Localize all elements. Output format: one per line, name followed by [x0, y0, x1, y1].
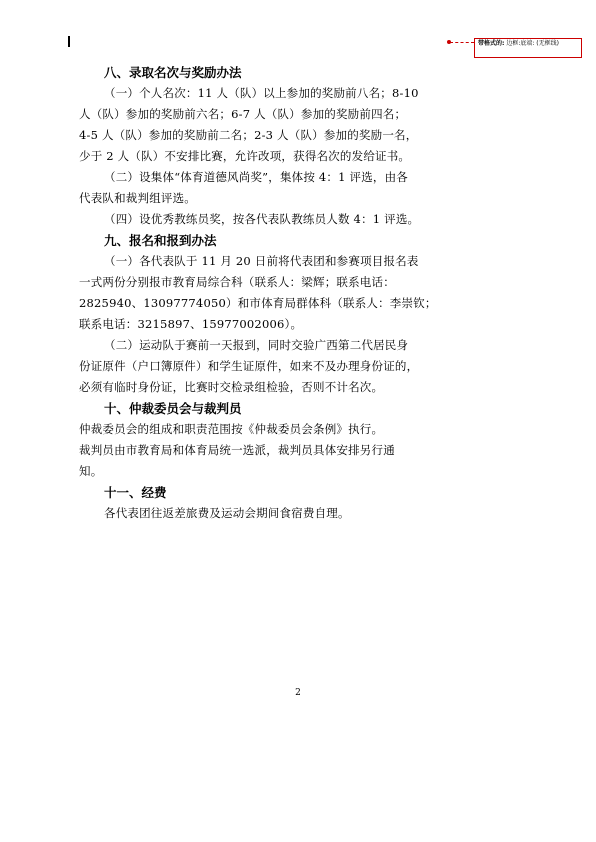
text-line: （一）个人名次：11 人（队）以上参加的奖励前八名；8-10: [104, 86, 419, 100]
text-line: （二）设集体“体育道德风尚奖”，集体按 4：1 评选，由各: [104, 170, 408, 184]
comment-connector: [450, 42, 474, 43]
heading-section-11: 十一、经费: [104, 485, 167, 500]
text-line: 仲裁委员会的组成和职责范围按《仲裁委员会条例》执行。: [79, 422, 384, 436]
document-body: [79, 62, 454, 524]
comment-text: 边框:底端: (无框线): [506, 40, 559, 47]
paragraph-arbitration: [79, 419, 454, 482]
text-line: 各代表团往返差旅费及运动会期间食宿费自理。: [104, 506, 350, 520]
paragraph-sportsmanship-award: [79, 167, 454, 209]
text-line: 知。: [79, 464, 103, 478]
paragraph-expenses: [79, 503, 454, 524]
paragraph-registration: [79, 251, 454, 335]
text-line: 2825940、13097774050）和市体育局群体科（联系人：李崇钦；: [79, 296, 437, 310]
heading-section-9: 九、报名和报到办法: [104, 233, 217, 248]
text-line: 联系电话：3215897、15977002006）。: [79, 317, 303, 331]
text-line: 必须有临时身份证，比赛时交检录组检验，否则不计名次。: [79, 380, 384, 394]
text-line: 份证原件（户口簿原件）和学生证原件，如来不及办理身份证的，: [79, 359, 419, 373]
text-line: 一式两份分别报市教育局综合科（联系人：梁辉；联系电话：: [79, 275, 395, 289]
text-line: （一）各代表队于 11 月 20 日前将代表团和参赛项目报名表: [104, 254, 419, 268]
comment-label: 带格式的:: [478, 40, 505, 47]
format-comment-balloon[interactable]: [474, 38, 582, 58]
text-line: （二）运动队于赛前一天报到，同时交验广西第二代居民身: [104, 338, 409, 352]
text-cursor: [68, 36, 70, 47]
heading-section-10: 十、仲裁委员会与裁判员: [104, 401, 242, 416]
paragraph-check-in: [79, 335, 454, 398]
page-number: 2: [295, 688, 301, 698]
paragraph-coach-award: [79, 209, 454, 230]
text-line: 裁判员由市教育局和体育局统一选派，裁判员具体安排另行通: [79, 443, 395, 457]
heading-section-8: 八、录取名次与奖励办法: [104, 65, 242, 80]
text-line: （四）设优秀教练员奖，按各代表队教练员人数 4：1 评选。: [104, 212, 420, 226]
text-line: 代表队和裁判组评选。: [79, 191, 196, 205]
text-line: 少于 2 人（队）不安排比赛，允许改项，获得名次的发给证书。: [79, 149, 411, 163]
text-line: 4-5 人（队）参加的奖励前二名；2-3 人（队）参加的奖励一名，: [79, 128, 418, 142]
paragraph-individual-ranking: [79, 83, 454, 167]
text-line: 人（队）参加的奖励前六名；6-7 人（队）参加的奖励前四名；: [79, 107, 407, 121]
